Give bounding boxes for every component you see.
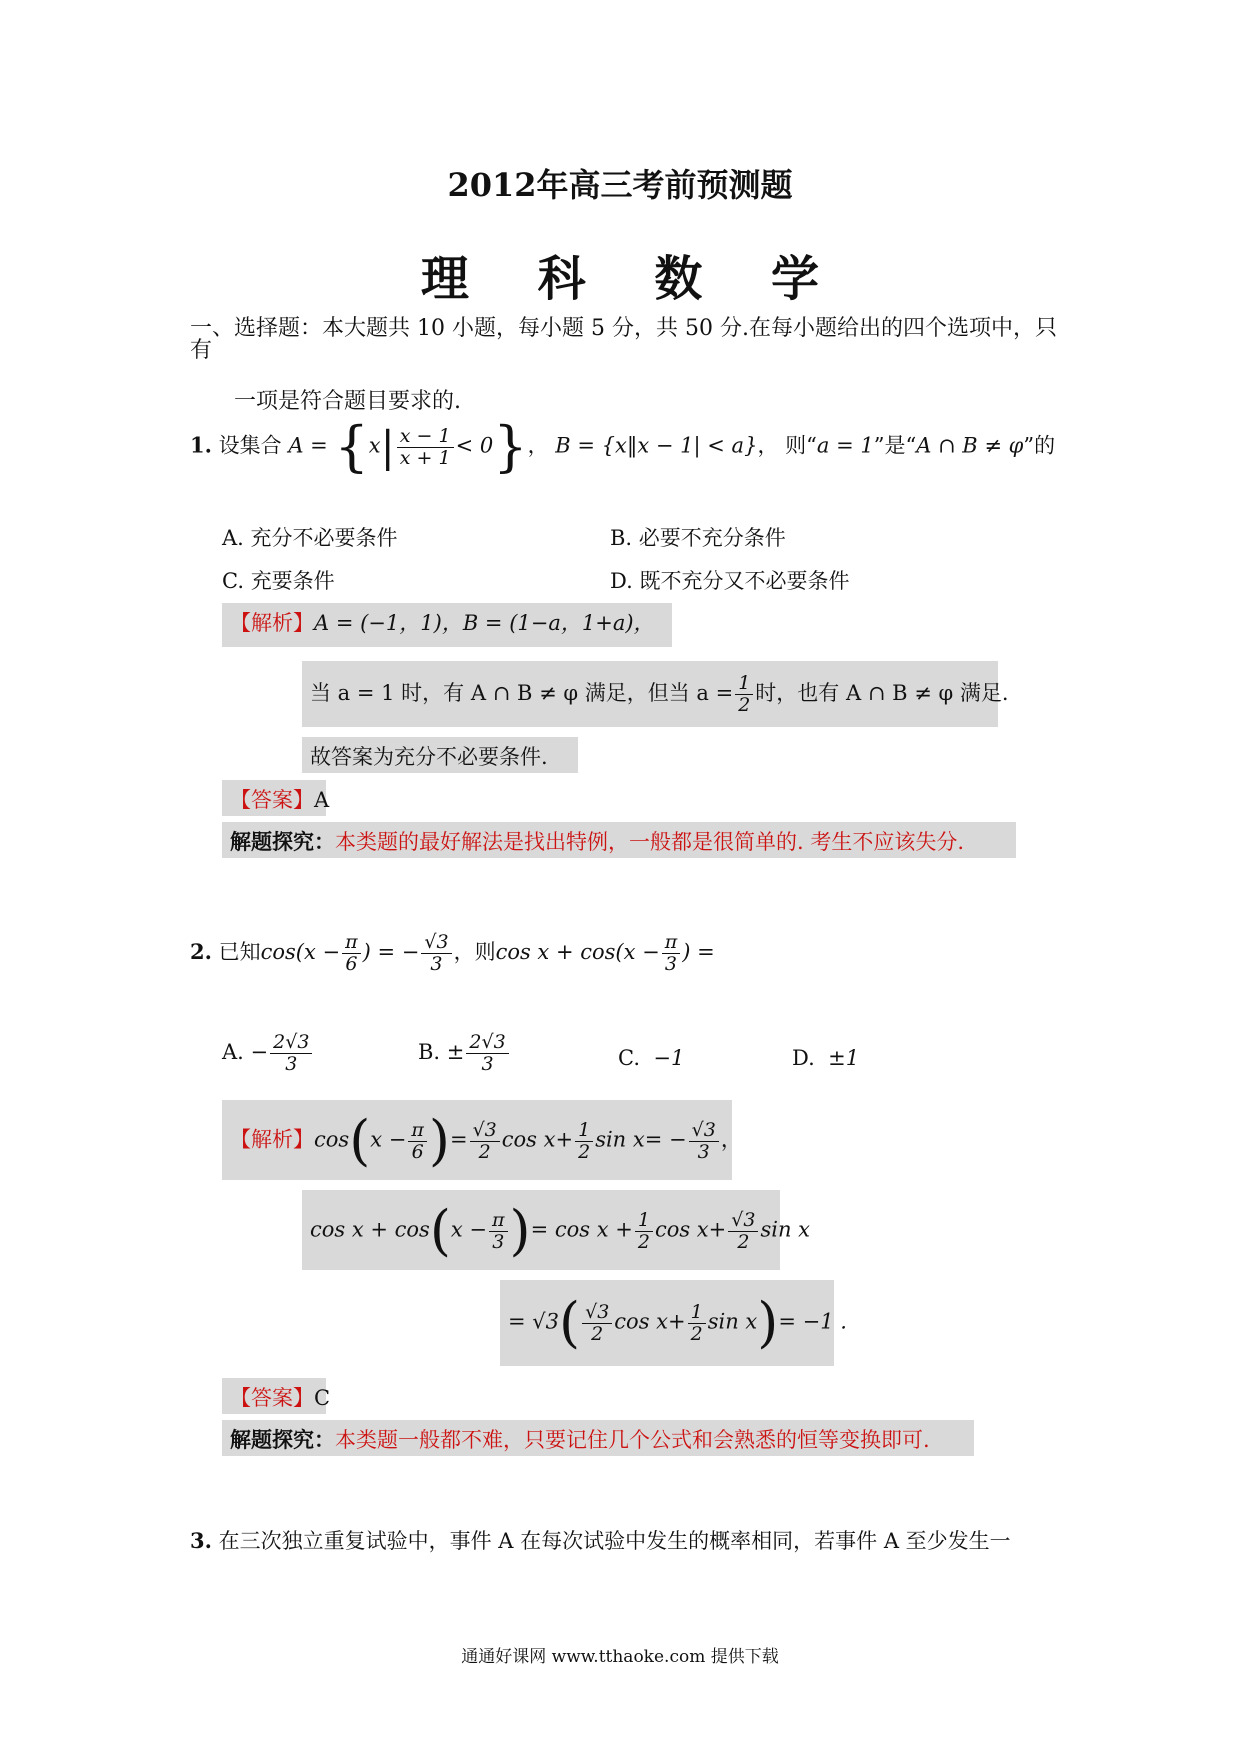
q2-explore: 解题探究：本类题一般都不难，只要记住几个公式和会熟悉的恒等变换即可. (222, 1420, 974, 1456)
q2-analysis-line1: 【解析】cos(x − $\frac{\pi}{6}$ )= $\frac{√3}{2}$ cos x+ $\frac{1}{2}$ sin x= − $\frac{√3}{3}$ ， (222, 1100, 732, 1180)
question-1-stem: 1. 设集合 A = {x| $\frac{x - 1}{x + 1}$ < 0}， B = {x‖x − 1| < a}， 则“a = 1”是“A ∩ B ≠ φ”的 (190, 415, 1056, 478)
q1-option-c: C. 充要条件 (222, 569, 335, 593)
question-2-stem: 2. 已知cos(x − $\frac{\pi}{6}$ ) = − $\frac{√3}{3}$ ，则cos x + cos(x − $\frac{\pi}{3}$ ) = (190, 931, 715, 975)
q2-option-c: C. −1 (618, 1046, 685, 1070)
page-title: 2012年高三考前预测题 (447, 166, 793, 204)
set-a-fraction: $\frac{x - 1}{x + 1}$ (397, 426, 454, 469)
question-3-stem: 3. 在三次独立重复试验中，事件 A 在每次试验中发生的概率相同，若事件 A 至少发生一 (190, 1528, 1011, 1553)
q1-answer: 【答案】A (222, 780, 326, 816)
section-heading-cont: 一项是符合题目要求的. (234, 389, 461, 414)
q1-option-b: B. 必要不充分条件 (610, 526, 786, 550)
q1-option-a: A. 充分不必要条件 (222, 526, 398, 550)
q1-option-d: D. 既不充分又不必要条件 (610, 569, 850, 593)
q2-option-d: D. ±1 (792, 1046, 860, 1070)
analysis-tag: 【解析】 (230, 611, 314, 635)
q2-analysis-line2: cos x + cos(x − $\frac{\pi}{3}$ )= cos x + $\frac{1}{2}$ cos x+ $\frac{√3}{2}$ sin x (302, 1190, 780, 1270)
q2-answer: 【答案】C (222, 1378, 326, 1414)
page-subtitle: 理 科 数 学 (420, 251, 846, 307)
footer: 通通好课网 www.tthaoke.com 提供下载 (461, 1647, 779, 1667)
section-heading: 一、选择题：本大题共 10 小题，每小题 5 分，共 50 分.在每小题给出的四个选项中，只有 (190, 316, 1057, 363)
q1-explore: 解题探究：本类题的最好解法是找出特例，一般都是很简单的. 考生不应该失分. (222, 822, 1016, 858)
q1-analysis-line3: 故答案为充分不必要条件. (302, 737, 578, 773)
q2-option-b: B. ± $\frac{2√3}{3}$ (418, 1032, 511, 1075)
q2-option-a: A. − $\frac{2√3}{3}$ (222, 1032, 314, 1075)
q2-analysis-line3: = √3( $\frac{√3}{2}$ cos x+ $\frac{1}{2}$ sin x)= −1 . (500, 1280, 834, 1366)
q1-analysis-line1: 【解析】A = (−1，1)，B = (1−a，1+a)， (222, 603, 672, 647)
q1-analysis-line2: 当 a = 1 时，有 A ∩ B ≠ φ 满足，但当 a = $\frac{1}{2}$ 时，也有 A ∩ B ≠ φ 满足. (302, 661, 998, 727)
question-number: 1. (190, 432, 212, 458)
